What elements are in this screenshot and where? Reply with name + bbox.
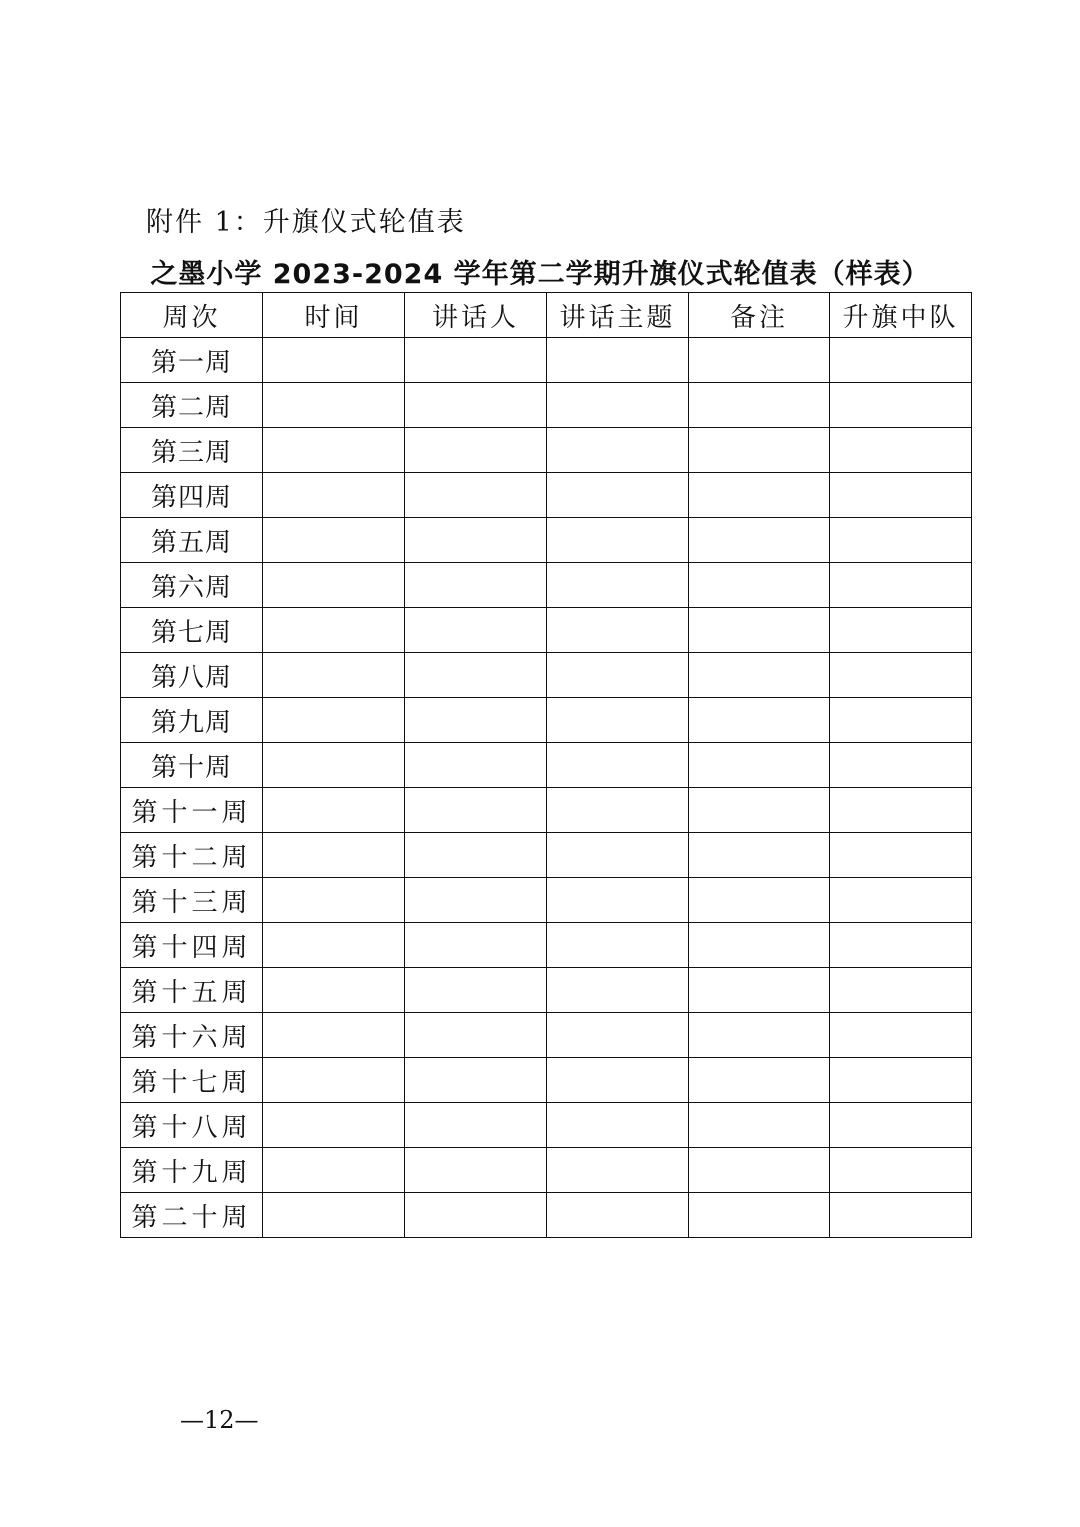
remarks-cell (689, 833, 830, 878)
speaker-cell (405, 1058, 547, 1103)
time-cell (263, 1103, 405, 1148)
table-row (121, 428, 972, 473)
remarks-cell (689, 743, 830, 788)
time-cell (263, 788, 405, 833)
table-row (121, 1193, 972, 1238)
flag-squad-cell (830, 608, 972, 653)
speaker-cell (405, 743, 547, 788)
time-cell (263, 968, 405, 1013)
week-label-cell: 第十二周 (121, 833, 263, 878)
week-label-cell: 第四周 (121, 473, 263, 518)
speech-topic-cell (547, 383, 689, 428)
remarks-cell (689, 473, 830, 518)
time-cell (263, 608, 405, 653)
flag-squad-cell (830, 563, 972, 608)
flag-squad-cell (830, 788, 972, 833)
remarks-cell (689, 608, 830, 653)
speech-topic-cell (547, 1013, 689, 1058)
flag-squad-cell (830, 383, 972, 428)
week-label-cell: 第一周 (121, 338, 263, 383)
week-label-cell: 第十五周 (121, 968, 263, 1013)
flag-squad-cell (830, 1103, 972, 1148)
week-label-cell: 第十九周 (121, 1148, 263, 1193)
speech-topic-cell (547, 743, 689, 788)
speaker-cell (405, 1103, 547, 1148)
week-label-cell: 第二周 (121, 383, 263, 428)
time-cell (263, 1013, 405, 1058)
time-cell (263, 698, 405, 743)
speech-topic-cell (547, 1103, 689, 1148)
flag-squad-cell (830, 833, 972, 878)
speaker-cell (405, 698, 547, 743)
table-row (121, 878, 972, 923)
remarks-cell (689, 788, 830, 833)
speaker-cell (405, 518, 547, 563)
attachment-label: 附件 1：升旗仪式轮值表 (146, 207, 466, 238)
speech-topic-cell (547, 563, 689, 608)
week-label-cell: 第六周 (121, 563, 263, 608)
time-cell (263, 923, 405, 968)
week-label-cell: 第十七周 (121, 1058, 263, 1103)
speech-topic-cell (547, 428, 689, 473)
table-row (121, 1058, 972, 1103)
page-number: —12— (180, 1406, 259, 1434)
remarks-cell (689, 1058, 830, 1103)
time-cell (263, 428, 405, 473)
remarks-cell (689, 338, 830, 383)
table-row (121, 338, 972, 383)
time-cell (263, 1148, 405, 1193)
week-label-cell: 第八周 (121, 653, 263, 698)
speech-topic-cell (547, 833, 689, 878)
remarks-cell (689, 923, 830, 968)
speaker-cell (405, 923, 547, 968)
speaker-cell (405, 338, 547, 383)
table-row (121, 833, 972, 878)
remarks-cell (689, 968, 830, 1013)
remarks-cell (689, 1148, 830, 1193)
table-row (121, 473, 972, 518)
flag-squad-cell (830, 428, 972, 473)
speaker-cell (405, 428, 547, 473)
speaker-cell (405, 1013, 547, 1058)
speaker-cell (405, 608, 547, 653)
remarks-cell (689, 1013, 830, 1058)
flag-squad-cell (830, 968, 972, 1013)
week-label-cell: 第七周 (121, 608, 263, 653)
speaker-cell (405, 878, 547, 923)
time-cell (263, 1193, 405, 1238)
speech-topic-cell (547, 878, 689, 923)
flag-squad-cell (830, 473, 972, 518)
week-label-cell: 第十三周 (121, 878, 263, 923)
week-label-cell: 第十周 (121, 743, 263, 788)
flag-squad-cell (830, 1148, 972, 1193)
week-label-cell: 第十一周 (121, 788, 263, 833)
time-cell (263, 383, 405, 428)
week-label-cell: 第十六周 (121, 1013, 263, 1058)
remarks-cell (689, 1103, 830, 1148)
speaker-cell (405, 383, 547, 428)
remarks-cell (689, 428, 830, 473)
speech-topic-cell (547, 968, 689, 1013)
time-cell (263, 338, 405, 383)
flag-raising-rota-table (120, 292, 972, 1238)
header-flag-squad: 升旗中队 (830, 293, 972, 338)
speech-topic-cell (547, 1058, 689, 1103)
speech-topic-cell (547, 1193, 689, 1238)
time-cell (263, 1058, 405, 1103)
remarks-cell (689, 1193, 830, 1238)
speech-topic-cell (547, 473, 689, 518)
header-week: 周次 (121, 293, 263, 338)
flag-squad-cell (830, 1013, 972, 1058)
flag-squad-cell (830, 698, 972, 743)
table-row (121, 1013, 972, 1058)
time-cell (263, 833, 405, 878)
speech-topic-cell (547, 653, 689, 698)
speaker-cell (405, 653, 547, 698)
table-body (121, 338, 972, 1238)
time-cell (263, 653, 405, 698)
speech-topic-cell (547, 788, 689, 833)
header-speech-topic: 讲话主题 (547, 293, 689, 338)
flag-squad-cell (830, 338, 972, 383)
document-title: 之墨小学 2023-2024 学年第二学期升旗仪式轮值表（样表） (150, 259, 930, 290)
speech-topic-cell (547, 608, 689, 653)
speaker-cell (405, 833, 547, 878)
time-cell (263, 563, 405, 608)
speech-topic-cell (547, 1148, 689, 1193)
table-row (121, 1148, 972, 1193)
time-cell (263, 473, 405, 518)
table-row (121, 653, 972, 698)
speaker-cell (405, 1148, 547, 1193)
week-label-cell: 第二十周 (121, 1193, 263, 1238)
table-row (121, 1103, 972, 1148)
speaker-cell (405, 563, 547, 608)
speaker-cell (405, 968, 547, 1013)
header-speaker: 讲话人 (405, 293, 547, 338)
table-row (121, 698, 972, 743)
time-cell (263, 878, 405, 923)
table-row (121, 743, 972, 788)
week-label-cell: 第十八周 (121, 1103, 263, 1148)
flag-squad-cell (830, 878, 972, 923)
time-cell (263, 518, 405, 563)
table-row (121, 563, 972, 608)
time-cell (263, 743, 405, 788)
speaker-cell (405, 788, 547, 833)
table-row (121, 923, 972, 968)
remarks-cell (689, 653, 830, 698)
flag-squad-cell (830, 518, 972, 563)
table-header-row (121, 293, 972, 338)
remarks-cell (689, 563, 830, 608)
week-label-cell: 第三周 (121, 428, 263, 473)
remarks-cell (689, 878, 830, 923)
remarks-cell (689, 518, 830, 563)
speaker-cell (405, 1193, 547, 1238)
header-remarks: 备注 (689, 293, 830, 338)
flag-squad-cell (830, 653, 972, 698)
table-row (121, 518, 972, 563)
speaker-cell (405, 473, 547, 518)
header-time: 时间 (263, 293, 405, 338)
speech-topic-cell (547, 518, 689, 563)
table-row (121, 383, 972, 428)
table-row (121, 788, 972, 833)
remarks-cell (689, 383, 830, 428)
week-label-cell: 第十四周 (121, 923, 263, 968)
table-row (121, 608, 972, 653)
week-label-cell: 第九周 (121, 698, 263, 743)
remarks-cell (689, 698, 830, 743)
flag-squad-cell (830, 1193, 972, 1238)
speech-topic-cell (547, 923, 689, 968)
week-label-cell: 第五周 (121, 518, 263, 563)
flag-squad-cell (830, 743, 972, 788)
table-row (121, 968, 972, 1013)
flag-squad-cell (830, 1058, 972, 1103)
speech-topic-cell (547, 338, 689, 383)
flag-squad-cell (830, 923, 972, 968)
speech-topic-cell (547, 698, 689, 743)
